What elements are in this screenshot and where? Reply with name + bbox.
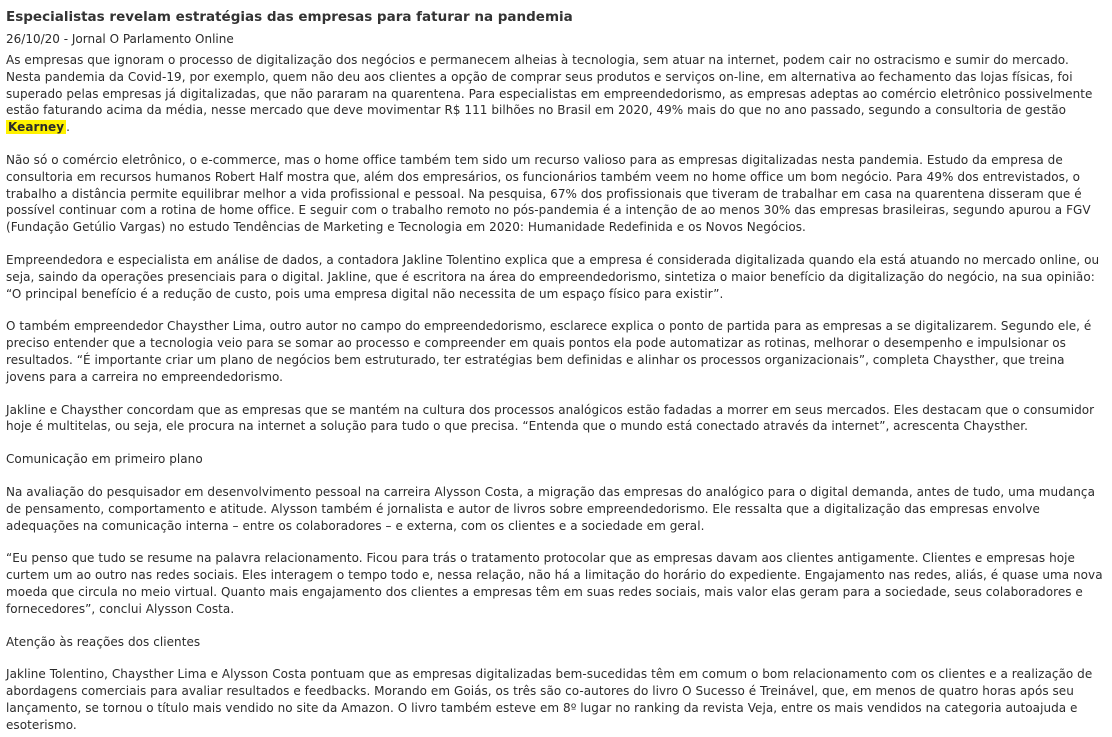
paragraph-5: Jakline e Chaysther concordam que as empresas que se mantém na cultura dos processos analógicos estão fadadas a morrer em seus mercados. Eles destacam que o consumidor hoje é multitelas, ou seja, ele procura na internet a solução para tudo o que precisa. “Entenda que o mundo está conectado através da internet”, acrescenta Chaysther. bbox=[6, 402, 1095, 434]
article-meta: 26/10/20 - Jornal O Parlamento Online bbox=[6, 32, 234, 46]
paragraph-4: O também empreendedor Chaysther Lima, outro autor no campo do empreendedorismo, esclarece explica o ponto de partida para as empresas a se digitalizarem. Segundo ele, é preciso entender que a tecnologia veio para se somar ao processo e compreender em quais pontos ela pode automatizar as rotinas, melhorar o desempenho e impulsionar os resultados. “É importante criar um plano de negócios bem estruturado, ter estratégias bem definidas e alinhar os processos organizacionais”, completa Chaysther, que treina jovens para a carreira no empreendedorismo. bbox=[6, 319, 1092, 384]
subheading-2: Atenção às reações dos clientes bbox=[6, 634, 201, 649]
highlighted-term: Kearney bbox=[8, 120, 65, 135]
paragraph-1-text: As empresas que ignoram o processo de digitalização dos negócios e permanecem alheias à tecnologia, sem atuar na internet, podem cair no ostracismo e sumir do mercado. Nesta pandemia da Covid-19, por exemplo, quem não deu aos clientes a opção de comprar seus produtos e serviços on-line, em alternativa ao fechamento das lojas físicas, foi superado pelas empresas já digitalizadas, que não pararam na quarentena. Para especialistas em empreendedorismo, as empresas adeptas ao comércio eletrônico possivelmente estão faturando acima da média, nesse mercado que deve movimentar R$ 111 bilhões no Brasil em 2020, 49% mais do que no ano passado, segundo a consultoria de gestão bbox=[6, 53, 1093, 118]
paragraph-2: Não só o comércio eletrônico, o e-commerce, mas o home office também tem sido um recurso valioso para as empresas digitalizadas nesta pandemia. Estudo da empresa de consultoria em recursos humanos Robert Half mostra que, além dos empresários, os funcionários também veem no home office um bom negócio. Para 49% dos entrevistados, o trabalho a distância permite equilibrar melhor a vida profissional e pessoal. Na pesquisa, 67% dos profissionais que tiveram de trabalhar em casa na quarentena disseram que é possível continuar com a rotina de home office. E seguir com o trabalho remoto no pós-pandemia é a intenção de ao menos 30% das empresas brasileiras, segundo apurou a FGV (Fundação Getúlio Vargas) no estudo Tendências de Marketing e Tecnologia em 2020: Humanidade Redefinida e os Novos Negócios. bbox=[6, 152, 1091, 235]
paragraph-8: Jakline Tolentino, Chaysther Lima e Alysson Costa pontuam que as empresas digitalizadas bem-sucedidas têm em comum o bom relacionamento com os clientes e a realização de abordagens comerciais para avaliar resultados e feedbacks. Morando em Goiás, os três são co-autores do livro O Sucesso é Treinável, que, em menos de quatro horas após seu lançamento, se tornou o título mais vendido no site da Amazon. O livro também esteve em 8º lugar no ranking da revista Veja, entre os mais vendidos na categoria autoajuda e esoterismo. bbox=[6, 667, 1093, 732]
article-title: Especialistas revelam estratégias das empresas para faturar na pandemia bbox=[6, 9, 573, 25]
subheading-1: Comunicação em primeiro plano bbox=[6, 452, 203, 467]
paragraph-1 bbox=[6, 52, 1106, 136]
paragraph-6: Na avaliação do pesquisador em desenvolvimento pessoal na carreira Alysson Costa, a migração das empresas do analógico para o digital demanda, antes de tudo, uma mudança de pensamento, comportamento e atitude. Alysson também é jornalista e autor de livros sobre empreendedorismo. Ele ressalta que a digitalização das empresas envolve adequações na comunicação interna – entre os colaboradores – e externa, com os clientes e a sociedade em geral. bbox=[6, 484, 1095, 533]
paragraph-7: “Eu penso que tudo se resume na palavra relacionamento. Ficou para trás o tratamento protocolar que as empresas davam aos clientes antigamente. Clientes e empresas hoje curtem um ao outro nas redes sociais. Eles interagem o tempo todo e, nessa relação, não há a limitação do horário do expediente. Engajamento nas redes, aliás, é quase uma nova moeda que circula no meio virtual. Quanto mais engajamento dos clientes a empresas têm em suas redes sociais, mais valor elas geram para a sociedade, seus colaboradores e fornecedores”, conclui Alysson Costa. bbox=[6, 551, 1103, 616]
paragraph-1-end: . bbox=[66, 120, 70, 135]
paragraph-3: Empreendedora e especialista em análise de dados, a contadora Jakline Tolentino explica que a empresa é considerada digitalizada quando ela está atuando no mercado online, ou seja, saindo da operações presenciais para o digital. Jakline, que é escritora na área do empreendedorismo, sintetiza o maior benefício da digitalização do negócio, na sua opinião: “O principal benefício é a redução de custo, pois uma empresa digital não necessita de um espaço físico para existir”. bbox=[6, 252, 1100, 301]
